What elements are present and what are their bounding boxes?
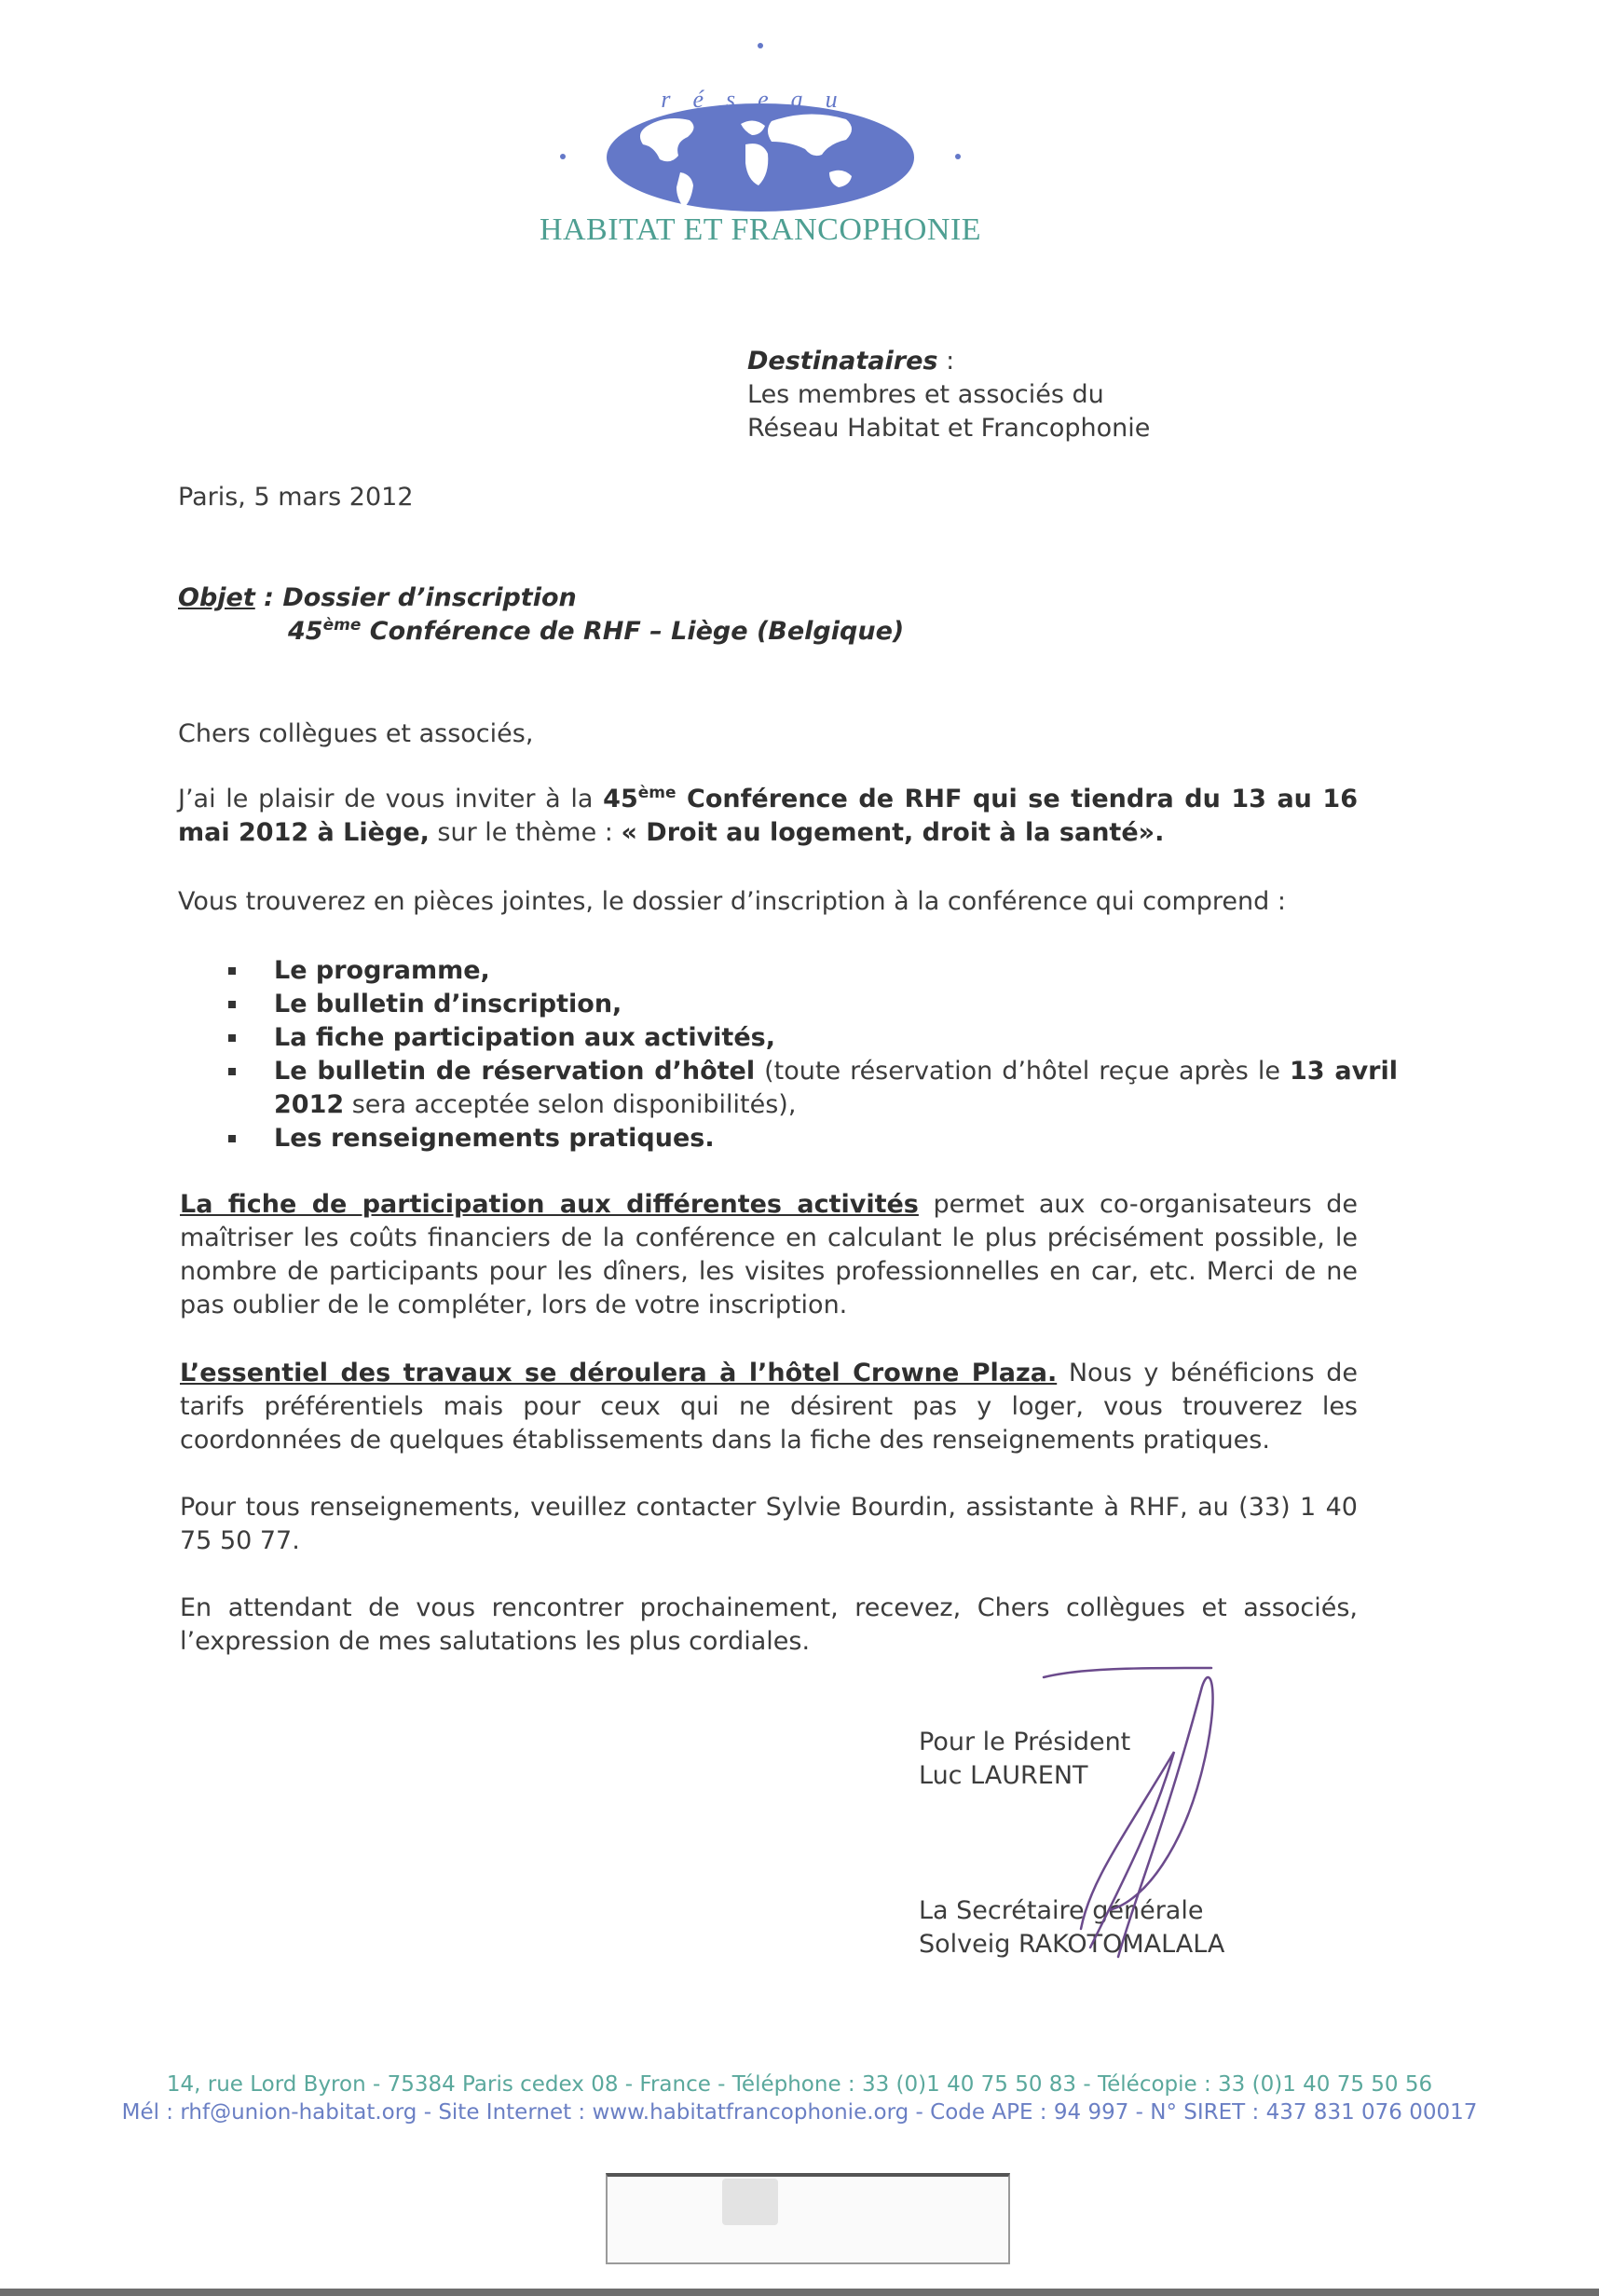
recipients-label: Destinataires [747, 347, 938, 376]
hotel-paragraph: L’essentiel des travaux se déroulera à l’hôtel Crowne Plaza. Nous y bénéficions de tarifs préférentiels mais pour ceux qui ne désirent pas y loger, vous trouverez les coordonnées de quelques établissements dans la fiche des renseignements pratiques. [180, 1359, 1358, 1455]
enclosures-list [224, 954, 1435, 1155]
enclosures-intro: Vous trouverez en pièces jointes, le dossier d’inscription à la conférence qui comprend : [178, 887, 1286, 916]
recipients-line-2: Réseau Habitat et Francophonie [747, 414, 1151, 443]
recipients-heading: Destinataires : [747, 347, 955, 376]
intro-paragraph: J’ai le plaisir de vous inviter à la 45ème Conférence de RHF qui se tiendra du 13 au 16 mai 2012 à Liège, sur le thème : « Droit au logement, droit à la santé». [178, 784, 1358, 847]
subject-line-1: Objet : Dossier d’inscription [178, 583, 577, 612]
recipients-block [747, 345, 1418, 445]
handwritten-signature [1025, 1659, 1230, 1966]
list-item: Les renseignements pratiques. [224, 1122, 1398, 1155]
page-bottom-edge [0, 2289, 1599, 2296]
footer-address-line: 14, rue Lord Byron - 75384 Paris cedex 08 - France - Téléphone : 33 (0)1 40 75 50 83 - Télécopie : 33 (0)1 40 75 50 56 [166, 2072, 1433, 2097]
salutation: Chers collègues et associés, [178, 719, 534, 748]
list-item: Le bulletin de réservation d’hôtel (toute réservation d’hôtel reçue après le 13 avril 2012 sera acceptée selon disponibilités), [224, 1055, 1398, 1122]
footer-contact-line: Mél : rhf@union-habitat.org - Site Internet : www.habitatfrancophonie.org - Code APE : 94 997 - N° SIRET : 437 831 076 00017 [121, 2100, 1478, 2125]
subject-block [178, 581, 1110, 649]
signatory-role-2: La Secrétaire générale [919, 1896, 1204, 1925]
list-item: La fiche participation aux activités, [224, 1021, 1398, 1055]
activities-paragraph: La fiche de participation aux différentes activités permet aux co-organisateurs de maîtriser les coûts financiers de la conférence en calculant le plus précisément possible, le nombre de participants pour les dîners, les visites professionnelles en car, etc. Merci de ne pas oublier de le compléter, lors de votre inscription. [180, 1190, 1358, 1319]
letter-date: Paris, 5 mars 2012 [178, 483, 414, 512]
scan-artifact-box [606, 2173, 1010, 2264]
contact-paragraph: Pour tous renseignements, veuillez contacter Sylvie Bourdin, assistante à RHF, au (33) 1 40 75 50 77. [180, 1493, 1358, 1555]
logo-arc-text: réseau [661, 86, 860, 113]
logo-dot-left [560, 154, 566, 159]
scan-artifact-icon [722, 2179, 778, 2225]
organization-logo [550, 33, 978, 219]
organization-name: HABITAT ET FRANCOPHONIE [539, 212, 982, 247]
signatory-name-2: Solveig RAKOTOMALALA [919, 1930, 1225, 1959]
subject-label: Objet [178, 583, 255, 612]
logo-dot-right [955, 154, 961, 159]
logo-dot-top [758, 43, 763, 48]
list-item: Le programme, [224, 954, 1398, 988]
signatory-role-1: Pour le Président [919, 1728, 1131, 1756]
recipients-line-1: Les membres et associés du [747, 380, 1104, 409]
list-item: Le bulletin d’inscription, [224, 988, 1398, 1021]
signatory-name-1: Luc LAURENT [919, 1761, 1088, 1790]
subject-line-2: 45ème Conférence de RHF – Liège (Belgique) [288, 616, 905, 646]
closing-paragraph: En attendant de vous rencontrer prochainement, recevez, Chers collègues et associés, l’expression de mes salutations les plus cordiales. [180, 1593, 1358, 1656]
